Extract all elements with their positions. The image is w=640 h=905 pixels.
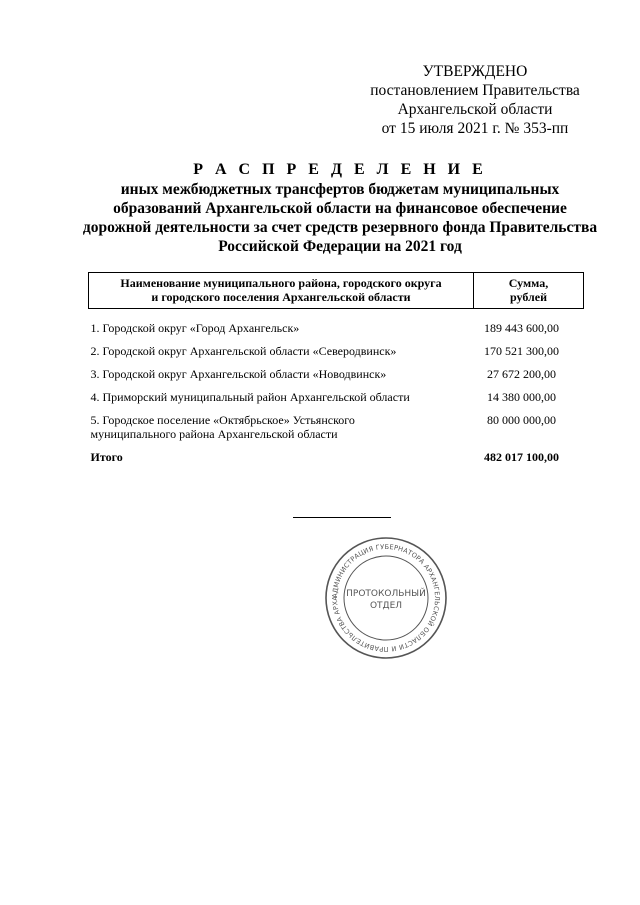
approval-region: Архангельской области: [397, 101, 553, 118]
row-name-line: муниципального района Архангельской области: [90, 427, 338, 441]
distribution-table: [88, 272, 584, 464]
stamp-seal-icon: [324, 536, 448, 660]
document-subtitle-line: дорожной деятельности за счет средств резервного фонда Правительства: [82, 219, 598, 236]
table-row: [89, 335, 584, 358]
official-stamp: [324, 536, 448, 660]
approval-block: [360, 62, 590, 138]
table-row: [89, 309, 584, 336]
column-header-amount-line: рублей: [509, 290, 548, 304]
approval-resolution: постановлением Правительства: [370, 82, 580, 99]
approval-heading: УТВЕРЖДЕНО: [422, 63, 528, 80]
total-amount: 482 017 100,00: [484, 450, 559, 464]
stamp-ring-text: АДМИНИСТРАЦИЯ ГУБЕРНАТОРА АРХАНГЕЛЬСКОЙ ОБЛАСТИ И ПРАВИТЕЛЬСТВА АРХА: [330, 542, 442, 654]
row-amount: 80 000 000,00: [487, 413, 556, 427]
total-label: Итого: [90, 450, 123, 464]
document-subtitle-line: образований Архангельской области на финансовое обеспечение: [113, 200, 567, 217]
row-amount: 14 380 000,00: [487, 390, 556, 404]
document-title: Р А С П Р Е Д Е Л Е Н И Е: [193, 161, 487, 178]
document-subtitle-line: Российской Федерации на 2021 год: [218, 238, 462, 255]
column-header-name: [89, 273, 474, 309]
column-header-amount: [474, 273, 584, 309]
row-amount: 27 672 200,00: [487, 367, 556, 381]
row-name: [89, 404, 474, 441]
row-amount: 189 443 600,00: [484, 321, 559, 335]
signature-line: [293, 517, 391, 518]
stamp-center-line: ОТДЕЛ: [369, 601, 403, 611]
row-name: 1. Городской округ «Город Архангельск»: [90, 321, 300, 335]
approval-date-number: от 15 июля 2021 г. № 353-пп: [381, 120, 569, 137]
stamp-center-line: ПРОТОКОЛЬНЫЙ: [346, 589, 426, 599]
table-row: [89, 404, 584, 441]
column-header-name-line: и городского поселения Архангельской области: [151, 290, 411, 304]
column-header-amount-line: Сумма,: [508, 276, 549, 290]
row-name-line: 5. Городское поселение «Октябрьское» Устьянского: [90, 413, 355, 427]
document-title-block: [60, 160, 620, 256]
row-amount: 170 521 300,00: [484, 344, 559, 358]
table-row: [89, 381, 584, 404]
table-total-row: [89, 441, 584, 464]
row-name: 4. Приморский муниципальный район Архангельской области: [90, 390, 410, 404]
table-header-row: [89, 273, 584, 309]
row-name: 2. Городской округ Архангельской области «Северодвинск»: [90, 344, 397, 358]
row-name: 3. Городской округ Архангельской области «Новодвинск»: [90, 367, 387, 381]
document-subtitle-line: иных межбюджетных трансфертов бюджетам муниципальных: [120, 181, 560, 198]
column-header-name-line: Наименование муниципального района, городского округа: [120, 276, 442, 290]
table-row: [89, 358, 584, 381]
